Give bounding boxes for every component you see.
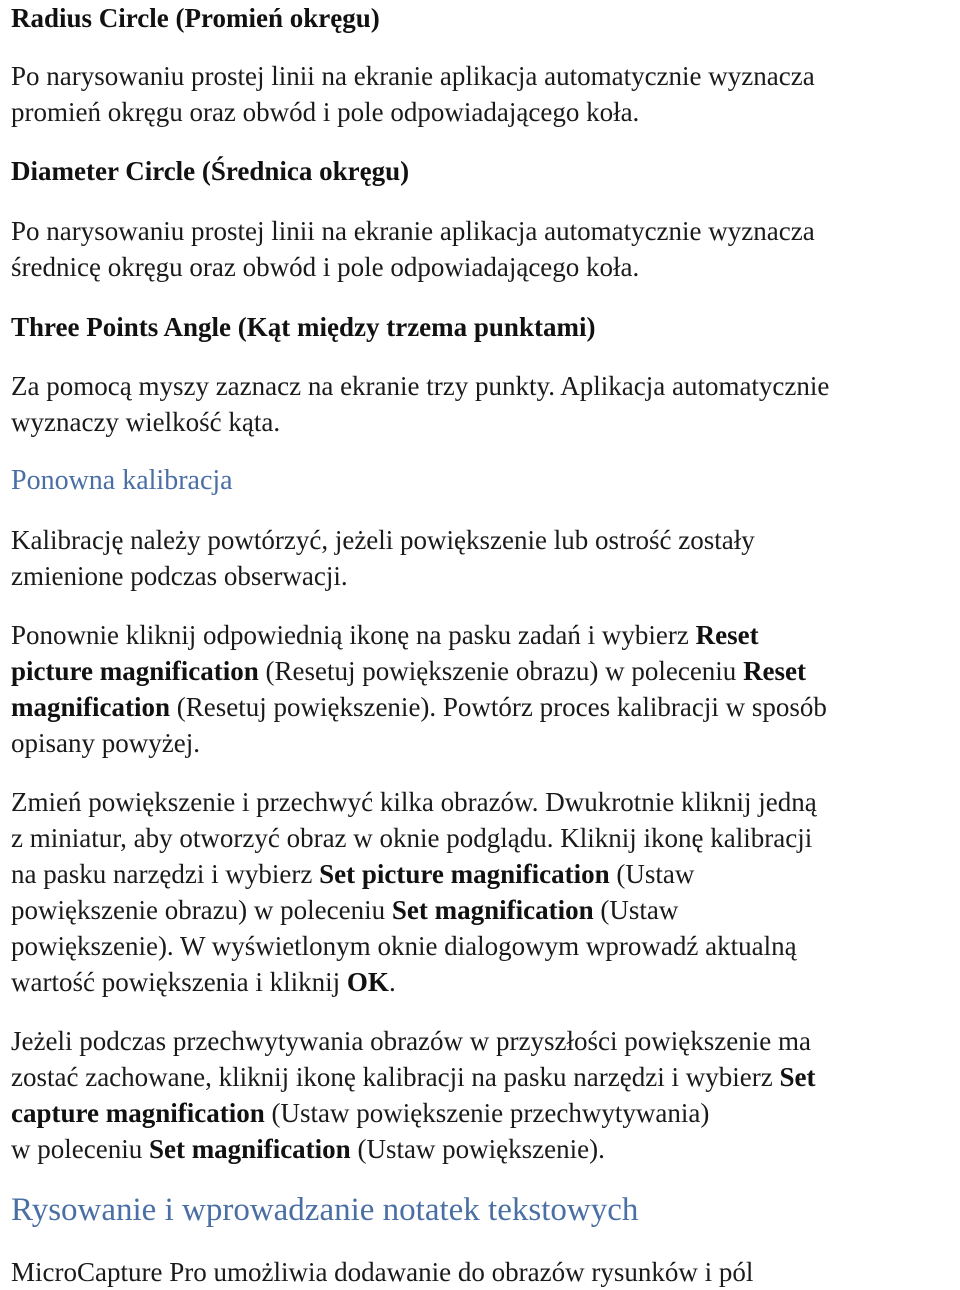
command-name: OK xyxy=(346,967,389,997)
paragraph-line xyxy=(11,617,956,653)
text-run: (Ustaw xyxy=(593,895,679,925)
paragraph-line: Po narysowaniu prostej linii na ekranie aplikacja automatycznie wyznacza xyxy=(11,216,815,246)
paragraph-kalibracja-4 xyxy=(11,1023,956,1167)
text-run: powiększenie obrazu) w poleceniu xyxy=(11,895,392,925)
paragraph-line xyxy=(11,653,956,689)
text-run: (Resetuj powiększenie). Powtórz proces kalibracji w sposób xyxy=(170,692,827,722)
text-run: wartość powiększenia i kliknij xyxy=(11,967,347,997)
text-run: na pasku narzędzi i wybierz xyxy=(11,859,320,889)
text-run: Ponownie kliknij odpowiednią ikonę na pasku zadań i wybierz xyxy=(11,620,696,650)
paragraph-kalibracja-3 xyxy=(11,784,956,1000)
paragraph-line xyxy=(11,1131,956,1167)
paragraph-line xyxy=(11,856,956,892)
command-name: magnification xyxy=(11,692,170,722)
text-run: (Ustaw powiększenie). xyxy=(350,1134,605,1164)
paragraph-line: wyznaczy wielkość kąta. xyxy=(11,407,281,437)
paragraph-line xyxy=(11,1095,956,1131)
paragraph-kalibracja-1 xyxy=(11,522,956,594)
text-run: zostać zachowane, kliknij ikonę kalibracji na pasku narzędzi i wybierz xyxy=(11,1062,780,1092)
heading-rysowanie: Rysowanie i wprowadzanie notatek tekstowych xyxy=(11,1192,639,1228)
paragraph-line: zmienione podczas obserwacji. xyxy=(11,561,348,591)
paragraph-line: Kalibrację należy powtórzyć, jeżeli powiększenie lub ostrość zostały xyxy=(11,525,755,555)
paragraph-line: Zmień powiększenie i przechwyć kilka obrazów. Dwukrotnie kliknij jedną xyxy=(11,787,817,817)
heading-diameter-circle: Diameter Circle (Średnica okręgu) xyxy=(11,156,410,186)
command-name: Set magnification xyxy=(391,895,594,925)
paragraph-angle xyxy=(11,368,956,440)
command-name: Set xyxy=(779,1062,816,1092)
heading-ponowna-kalibracja: Ponowna kalibracja xyxy=(11,465,233,496)
paragraph-line xyxy=(11,689,956,725)
paragraph-radius xyxy=(11,58,956,130)
paragraph-line: Za pomocą myszy zaznacz na ekranie trzy punkty. Aplikacja automatycznie xyxy=(11,371,830,401)
command-name: Set picture magnification xyxy=(319,859,610,889)
text-run: (Ustaw xyxy=(609,859,695,889)
paragraph-line xyxy=(11,1059,956,1095)
heading-radius-circle: Radius Circle (Promień okręgu) xyxy=(11,3,380,33)
command-name: Reset xyxy=(743,656,807,686)
paragraph-diameter xyxy=(11,213,956,285)
command-name: capture magnification xyxy=(11,1098,265,1128)
paragraph-line: opisany powyżej. xyxy=(11,728,200,758)
paragraph-line: MicroCapture Pro umożliwia dodawanie do obrazów rysunków i pól xyxy=(11,1257,754,1287)
paragraph-line: promień okręgu oraz obwód i pole odpowiadającego koła. xyxy=(11,97,640,127)
paragraph-line: z miniatur, aby otworzyć obraz w oknie podglądu. Kliknij ikonę kalibracji xyxy=(11,823,813,853)
paragraph-line: powiększenie). W wyświetlonym oknie dialogowym wprowadź aktualną xyxy=(11,931,797,961)
command-name: Set magnification xyxy=(148,1134,351,1164)
text-run: (Ustaw powiększenie przechwytywania) xyxy=(264,1098,710,1128)
text-run: (Resetuj powiększenie obrazu) w poleceniu xyxy=(258,656,744,686)
paragraph-line: Po narysowaniu prostej linii na ekranie aplikacja automatycznie wyznacza xyxy=(11,61,815,91)
text-run: . xyxy=(388,967,396,997)
paragraph-line: Jeżeli podczas przechwytywania obrazów w przyszłości powiększenie ma xyxy=(11,1026,811,1056)
paragraph-line xyxy=(11,892,956,928)
heading-three-points-angle: Three Points Angle (Kąt między trzema punktami) xyxy=(11,312,596,342)
paragraph-rysowanie xyxy=(11,1254,956,1290)
command-name: picture magnification xyxy=(11,656,259,686)
paragraph-line: średnicę okręgu oraz obwód i pole odpowiadającego koła. xyxy=(11,252,640,282)
paragraph-kalibracja-2 xyxy=(11,617,956,761)
text-run: w poleceniu xyxy=(11,1134,149,1164)
command-name: Reset xyxy=(695,620,759,650)
paragraph-line xyxy=(11,964,956,1000)
